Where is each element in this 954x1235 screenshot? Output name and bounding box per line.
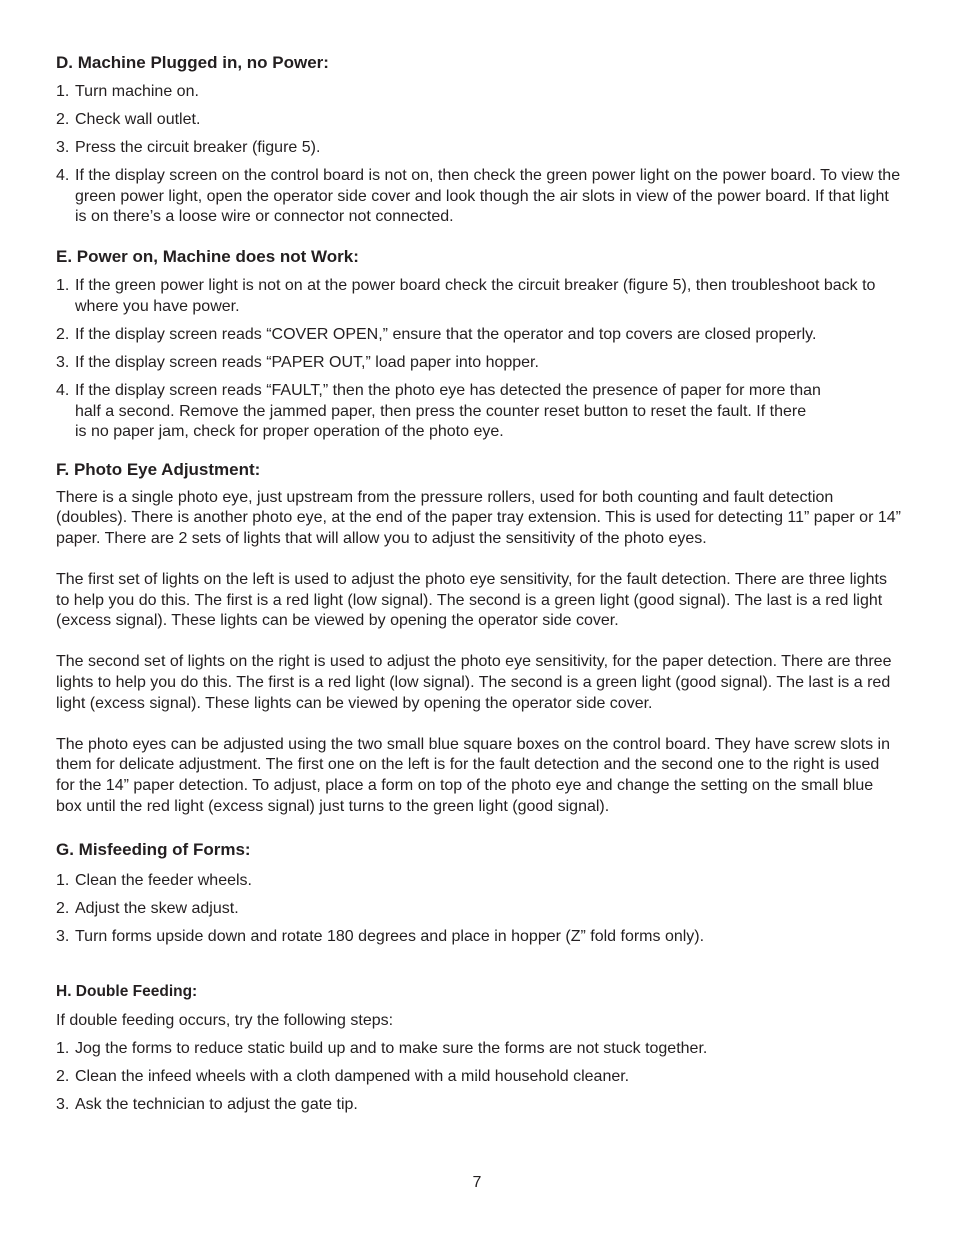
- list-item: 1. Turn machine on.: [56, 83, 199, 100]
- section-f-heading: F. Photo Eye Adjustment:: [56, 459, 261, 479]
- paragraph: The photo eyes can be adjusted using the two small blue square boxes on the control board. They have screw slots in them for delicate adjustment. The first one on the left is for the fault detection and the second one to the right is used for the 14” paper detection. To adjust, place a form on top of the photo eye and change the setting on the small blue box until the red light (excess signal) just turns to the green light (good signal).: [56, 735, 890, 815]
- list-item: 2. If the display screen reads “COVER OPEN,” ensure that the operator and top covers are closed properly.: [56, 325, 817, 343]
- paragraph: There is a single photo eye, just upstream from the pressure rollers, used for both counting and fault detection (doubles). There is another photo eye, at the end of the paper tray extension. This is used for detecting 11” paper or 14” paper. There are 2 sets of lights that will allow you to adjust the sensitivity of the photo eyes.: [56, 488, 901, 547]
- section-f: [56, 459, 901, 818]
- document-page: [56, 52, 901, 1123]
- list-item: 3. Turn forms upside down and rotate 180 degrees and place in hopper (Z” fold forms only).: [56, 928, 705, 946]
- section-g: [56, 839, 901, 948]
- section-g-heading: G. Misfeeding of Forms:: [56, 840, 251, 860]
- list-item: 1. Clean the feeder wheels.: [56, 872, 252, 890]
- list-item: 4. If the display screen on the control board is not on, then check the green power light on the power board. To view the green power light, open the operator side cover and look though the air slots in view of the power board. If that light is on there’s a loose wire or connector not connected.: [56, 167, 901, 226]
- section-h: [56, 981, 901, 1116]
- list-item: 3. If the display screen reads “PAPER OUT,” load paper into hopper.: [56, 353, 539, 371]
- list-item: 4. If the display screen reads “FAULT,” then the photo eye has detected the presence of paper for more than half a second. Remove the jammed paper, then press the counter reset button to reset the fault. If there is no paper jam, check for proper operation of the photo eye.: [56, 381, 821, 441]
- section-d-heading: D. Machine Plugged in, no Power:: [56, 53, 329, 72]
- paragraph: The second set of lights on the right is used to adjust the photo eye sensitivity, for the paper detection. There are three lights to help you do this. The first is a red light (low signal). The second is a green light (good signal). The last is a red light (excess signal). These lights can be viewed by opening the operator side cover.: [56, 653, 892, 712]
- list-item: 1. If the green power light is not on at the power board check the circuit breaker (figure 5), then troubleshoot back to where you have power.: [56, 277, 876, 315]
- page-number: 7: [472, 1174, 482, 1191]
- list-item: 3. Press the circuit breaker (figure 5).: [56, 139, 321, 157]
- section-e: [56, 246, 901, 443]
- list-item: 3. Ask the technician to adjust the gate tip.: [56, 1096, 358, 1114]
- list-item: 2. Clean the infeed wheels with a cloth dampened with a mild household cleaner.: [56, 1068, 630, 1086]
- section-h-heading: H. Double Feeding:: [56, 983, 198, 1000]
- section-e-heading: E. Power on, Machine does not Work:: [56, 247, 359, 267]
- list-item: 2. Adjust the skew adjust.: [56, 900, 239, 918]
- section-d: [56, 52, 901, 228]
- paragraph: The first set of lights on the left is used to adjust the photo eye sensitivity, for the fault detection. There are three lights to help you do this. The first is a red light (low signal). The second is a green light (good signal). The last is a red light (excess signal). These lights can be viewed by opening the operator side cover.: [56, 571, 887, 630]
- list-item: 1. Jog the forms to reduce static build up and to make sure the forms are not stuck together.: [56, 1040, 708, 1058]
- list-item: 2. Check wall outlet.: [56, 111, 201, 129]
- section-h-intro: If double feeding occurs, try the following steps:: [56, 1012, 394, 1029]
